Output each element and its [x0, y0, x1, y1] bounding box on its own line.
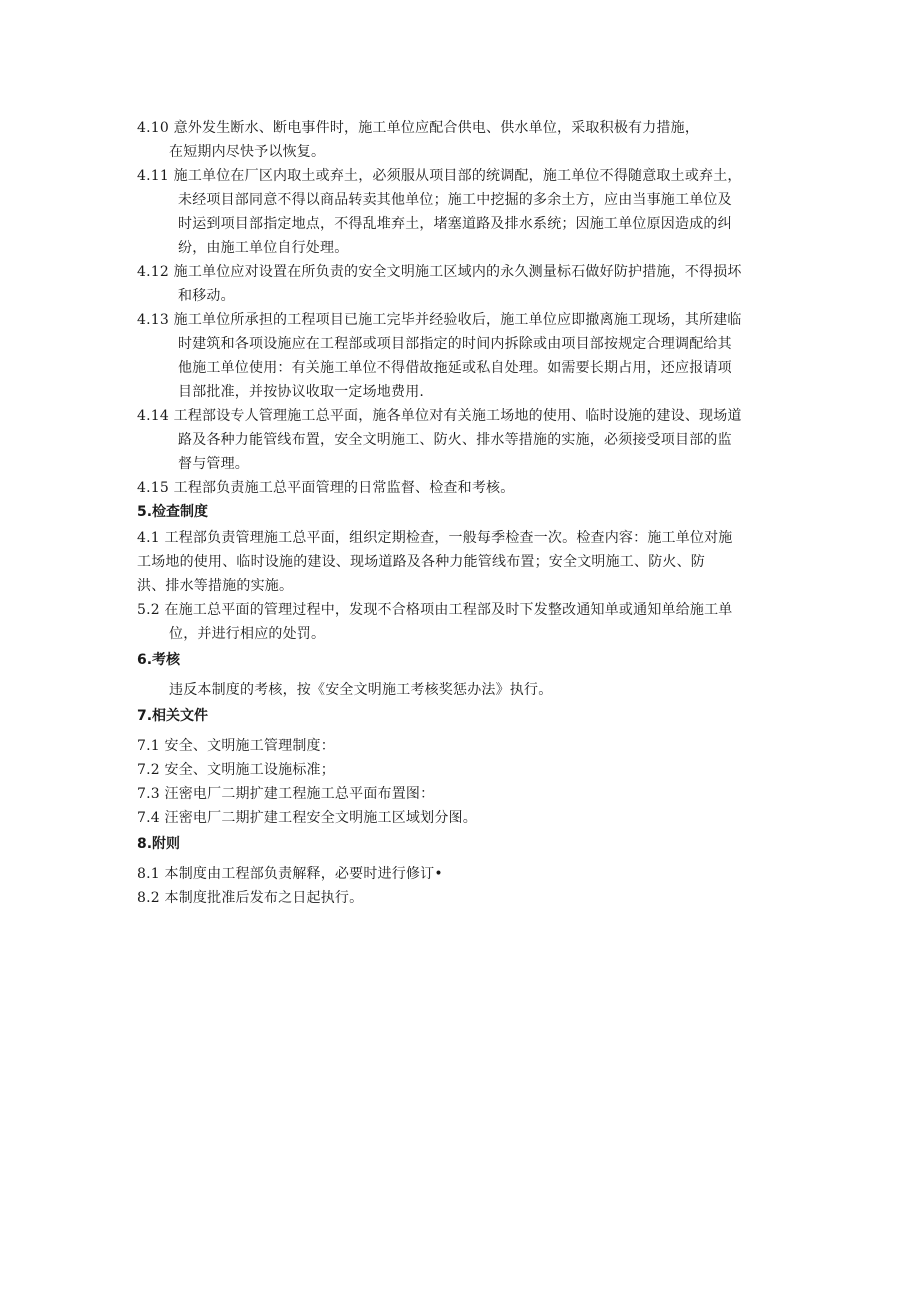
supplementary-item: 8.2 本制度批准后发布之日起执行。 — [137, 890, 364, 906]
clause-4-11-line-3: 时运到项目部指定地点，不得乱堆弃土，堵塞道路及排水系统；因施工单位原因造成的纠 — [178, 216, 732, 232]
clause-4-14-line-2: 路及各种力能管线布置，安全文明施工、防火、排水等措施的实施，必须接受项目部的监 — [178, 432, 732, 448]
clause-4-11-line-1: 4.11 施工单位在厂区内取土或弃土，必须服从项目部的统调配，施工单位不得随意取土或弃土， — [137, 168, 742, 184]
section-5-heading: 5.检查制度 — [137, 504, 209, 520]
section-6-heading: 6.考核 — [137, 652, 181, 668]
section-8-heading: 8.附则 — [137, 836, 181, 852]
section-5-para-2-line-2: 位，并进行相应的处罚。 — [169, 626, 326, 642]
clause-4-11-line-4: 纷，由施工单位自行处理。 — [178, 240, 349, 256]
clause-4-14-line-1: 4.14 工程部设专人管理施工总平面，施各单位对有关施工场地的使用、临时设施的建设、现场道 — [137, 408, 742, 424]
clause-4-10-line-1: 4.10 意外发生断水、断电事件时，施工单位应配合供电、供水单位，采取积极有力措施， — [137, 120, 700, 136]
clause-4-14-line-3: 督与管理。 — [178, 456, 249, 472]
clause-4-13-line-2: 时建筑和各项设施应在工程部或项目部指定的时间内拆除或由项目部按规定合理调配给其 — [178, 336, 732, 352]
section-5-para-1-line-2: 工场地的使用、临时设施的建设、现场道路及各种力能管线布置；安全文明施工、防火、防 — [137, 554, 705, 570]
clause-4-11-line-2: 未经项目部同意不得以商品转卖其他单位；施工中挖掘的多余土方，应由当事施工单位及 — [178, 192, 732, 208]
section-7-heading: 7.相关文件 — [137, 708, 209, 724]
clause-4-15-line-1: 4.15 工程部负责施工总平面管理的日常监督、检查和考核。 — [137, 480, 515, 496]
clause-4-12-line-2: 和移动。 — [178, 288, 235, 304]
supplementary-item: 8.1 本制度由工程部负责解释，必要时进行修订• — [137, 866, 443, 882]
clause-4-10-line-2: 在短期内尽快予以恢复。 — [169, 144, 326, 160]
section-5-para-2-line-1: 5.2 在施工总平面的管理过程中，发现不合格项由工程部及时下发整改通知单或通知单给施工单 — [137, 602, 733, 618]
section-5-para-1-line-1: 4.1 工程部负责管理施工总平面，组织定期检查，一般每季检查一次。检查内容：施工单位对施 — [137, 530, 733, 546]
section-6-para: 违反本制度的考核，按《安全文明施工考核奖惩办法》执行。 — [169, 682, 553, 698]
clause-4-13-line-3: 他施工单位使用：有关施工单位不得借故拖延或私自处理。如需要长期占用，还应报请项 — [178, 360, 732, 376]
related-doc-item: 7.4 汪密电厂二期扩建工程安全文明施工区域划分图。 — [137, 810, 477, 826]
related-doc-item: 7.3 汪密电厂二期扩建工程施工总平面布置图： — [137, 786, 435, 802]
clause-4-13-line-1: 4.13 施工单位所承担的工程项目已施工完毕并经验收后，施工单位应即撤离施工现场，其所建临 — [137, 312, 742, 328]
clause-4-13-line-4: 目部批准，并按协议收取一定场地费用. — [178, 384, 425, 400]
section-5-para-1-line-3: 洪、排水等措施的实施。 — [137, 578, 294, 594]
clause-4-12-line-1: 4.12 施工单位应对设置在所负责的安全文明施工区域内的永久测量标石做好防护措施，不得损坏 — [137, 264, 742, 280]
related-doc-item: 7.1 安全、文明施工管理制度： — [137, 738, 335, 754]
related-doc-item: 7.2 安全、文明施工设施标准； — [137, 762, 335, 778]
